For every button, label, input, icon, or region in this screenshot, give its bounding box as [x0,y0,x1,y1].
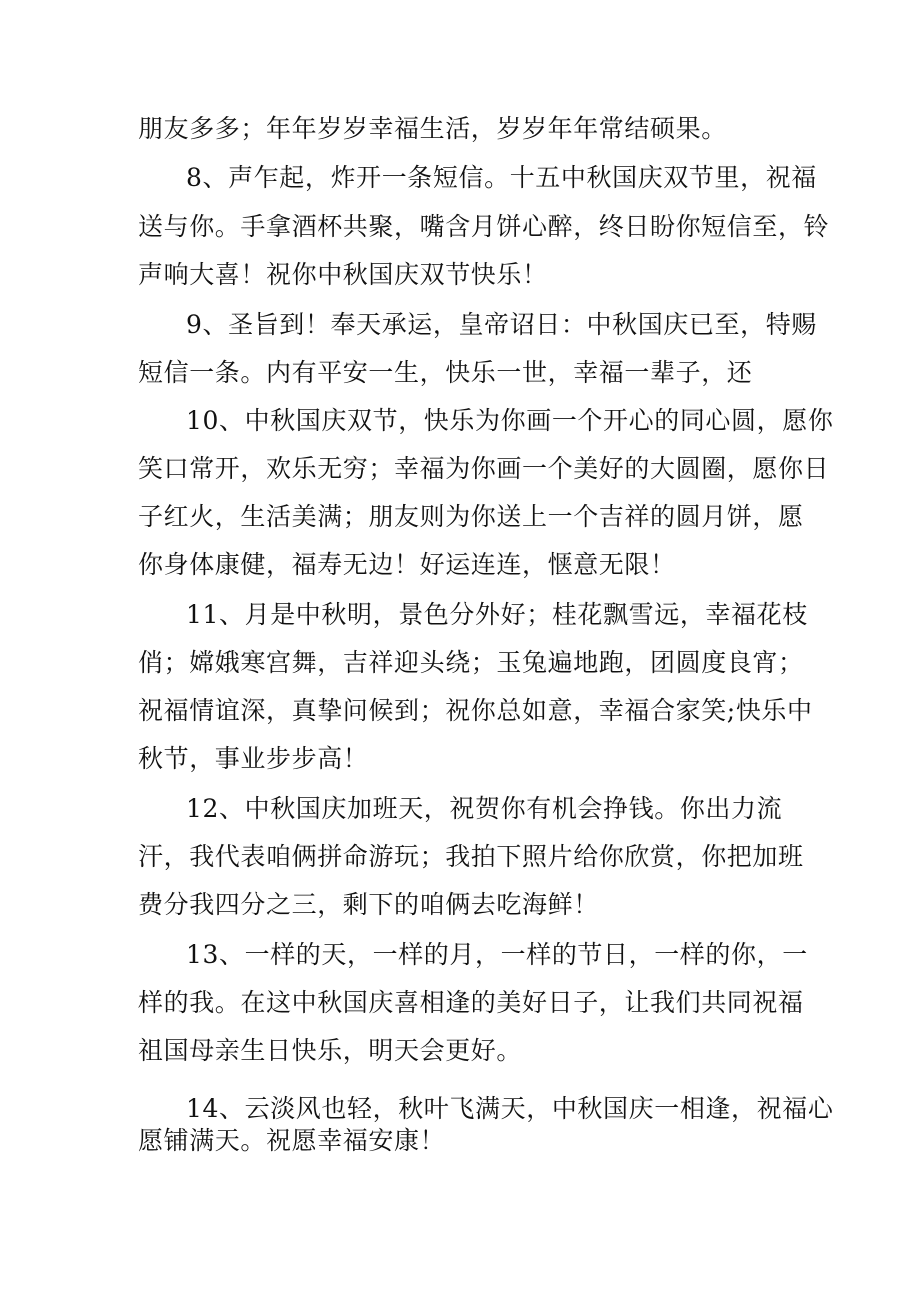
text-line: 8、声乍起，炸开一条短信。十五中秋国庆双节里，祝福 [186,163,817,192]
text-line: 14、云淡风也轻，秋叶飞满天，中秋国庆一相逢，祝福心 [186,1094,834,1123]
text-line: 短信一条。内有平安一生，快乐一世，幸福一辈子，还 [138,358,753,387]
text-line: 愿铺满天。祝愿幸福安康！ [138,1126,446,1155]
text-line: 10、中秋国庆双节，快乐为你画一个开心的同心圆，愿你 [186,406,834,435]
text-line: 13、一样的天，一样的月，一样的节日，一样的你，一 [186,940,808,969]
text-line: 祖国母亲生日快乐，明天会更好。 [138,1036,523,1065]
text-line: 你身体康健，福寿无边！好运连连，惬意无限！ [138,550,676,579]
text-line: 送与你。手拿酒杯共聚，嘴含月饼心醉，终日盼你短信至，铃 [138,212,830,241]
text-line: 祝福情谊深，真挚问候到；祝你总如意，幸福合家笑;快乐中 [138,696,813,725]
text-line: 11、月是中秋明，景色分外好；桂花飘雪远，幸福花枝 [186,600,808,629]
text-line: 子红火，生活美满；朋友则为你送上一个吉祥的圆月饼，愿 [138,502,804,531]
text-line: 费分我四分之三，剩下的咱俩去吃海鲜！ [138,890,599,919]
text-line: 声响大喜！祝你中秋国庆双节快乐！ [138,260,548,289]
text-line: 12、中秋国庆加班天，祝贺你有机会挣钱。你出力流 [186,794,783,823]
text-line: 俏；嫦娥寒宫舞，吉祥迎头绕；玉兔遍地跑，团圆度良宵； [138,648,804,677]
text-line: 9、圣旨到！奉天承运，皇帝诏日：中秋国庆已至，特赐 [186,310,817,339]
text-line: 汗，我代表咱俩拼命游玩；我拍下照片给你欣赏，你把加班 [138,842,804,871]
text-line: 样的我。在这中秋国庆喜相逢的美好日子，让我们共同祝福 [138,988,804,1017]
text-line: 笑口常开，欢乐无穷；幸福为你画一个美好的大圆圈，愿你日 [138,454,830,483]
text-line: 朋友多多；年年岁岁幸福生活，岁岁年年常结硕果。 [138,114,727,143]
text-line: 秋节，事业步步高！ [138,744,369,773]
